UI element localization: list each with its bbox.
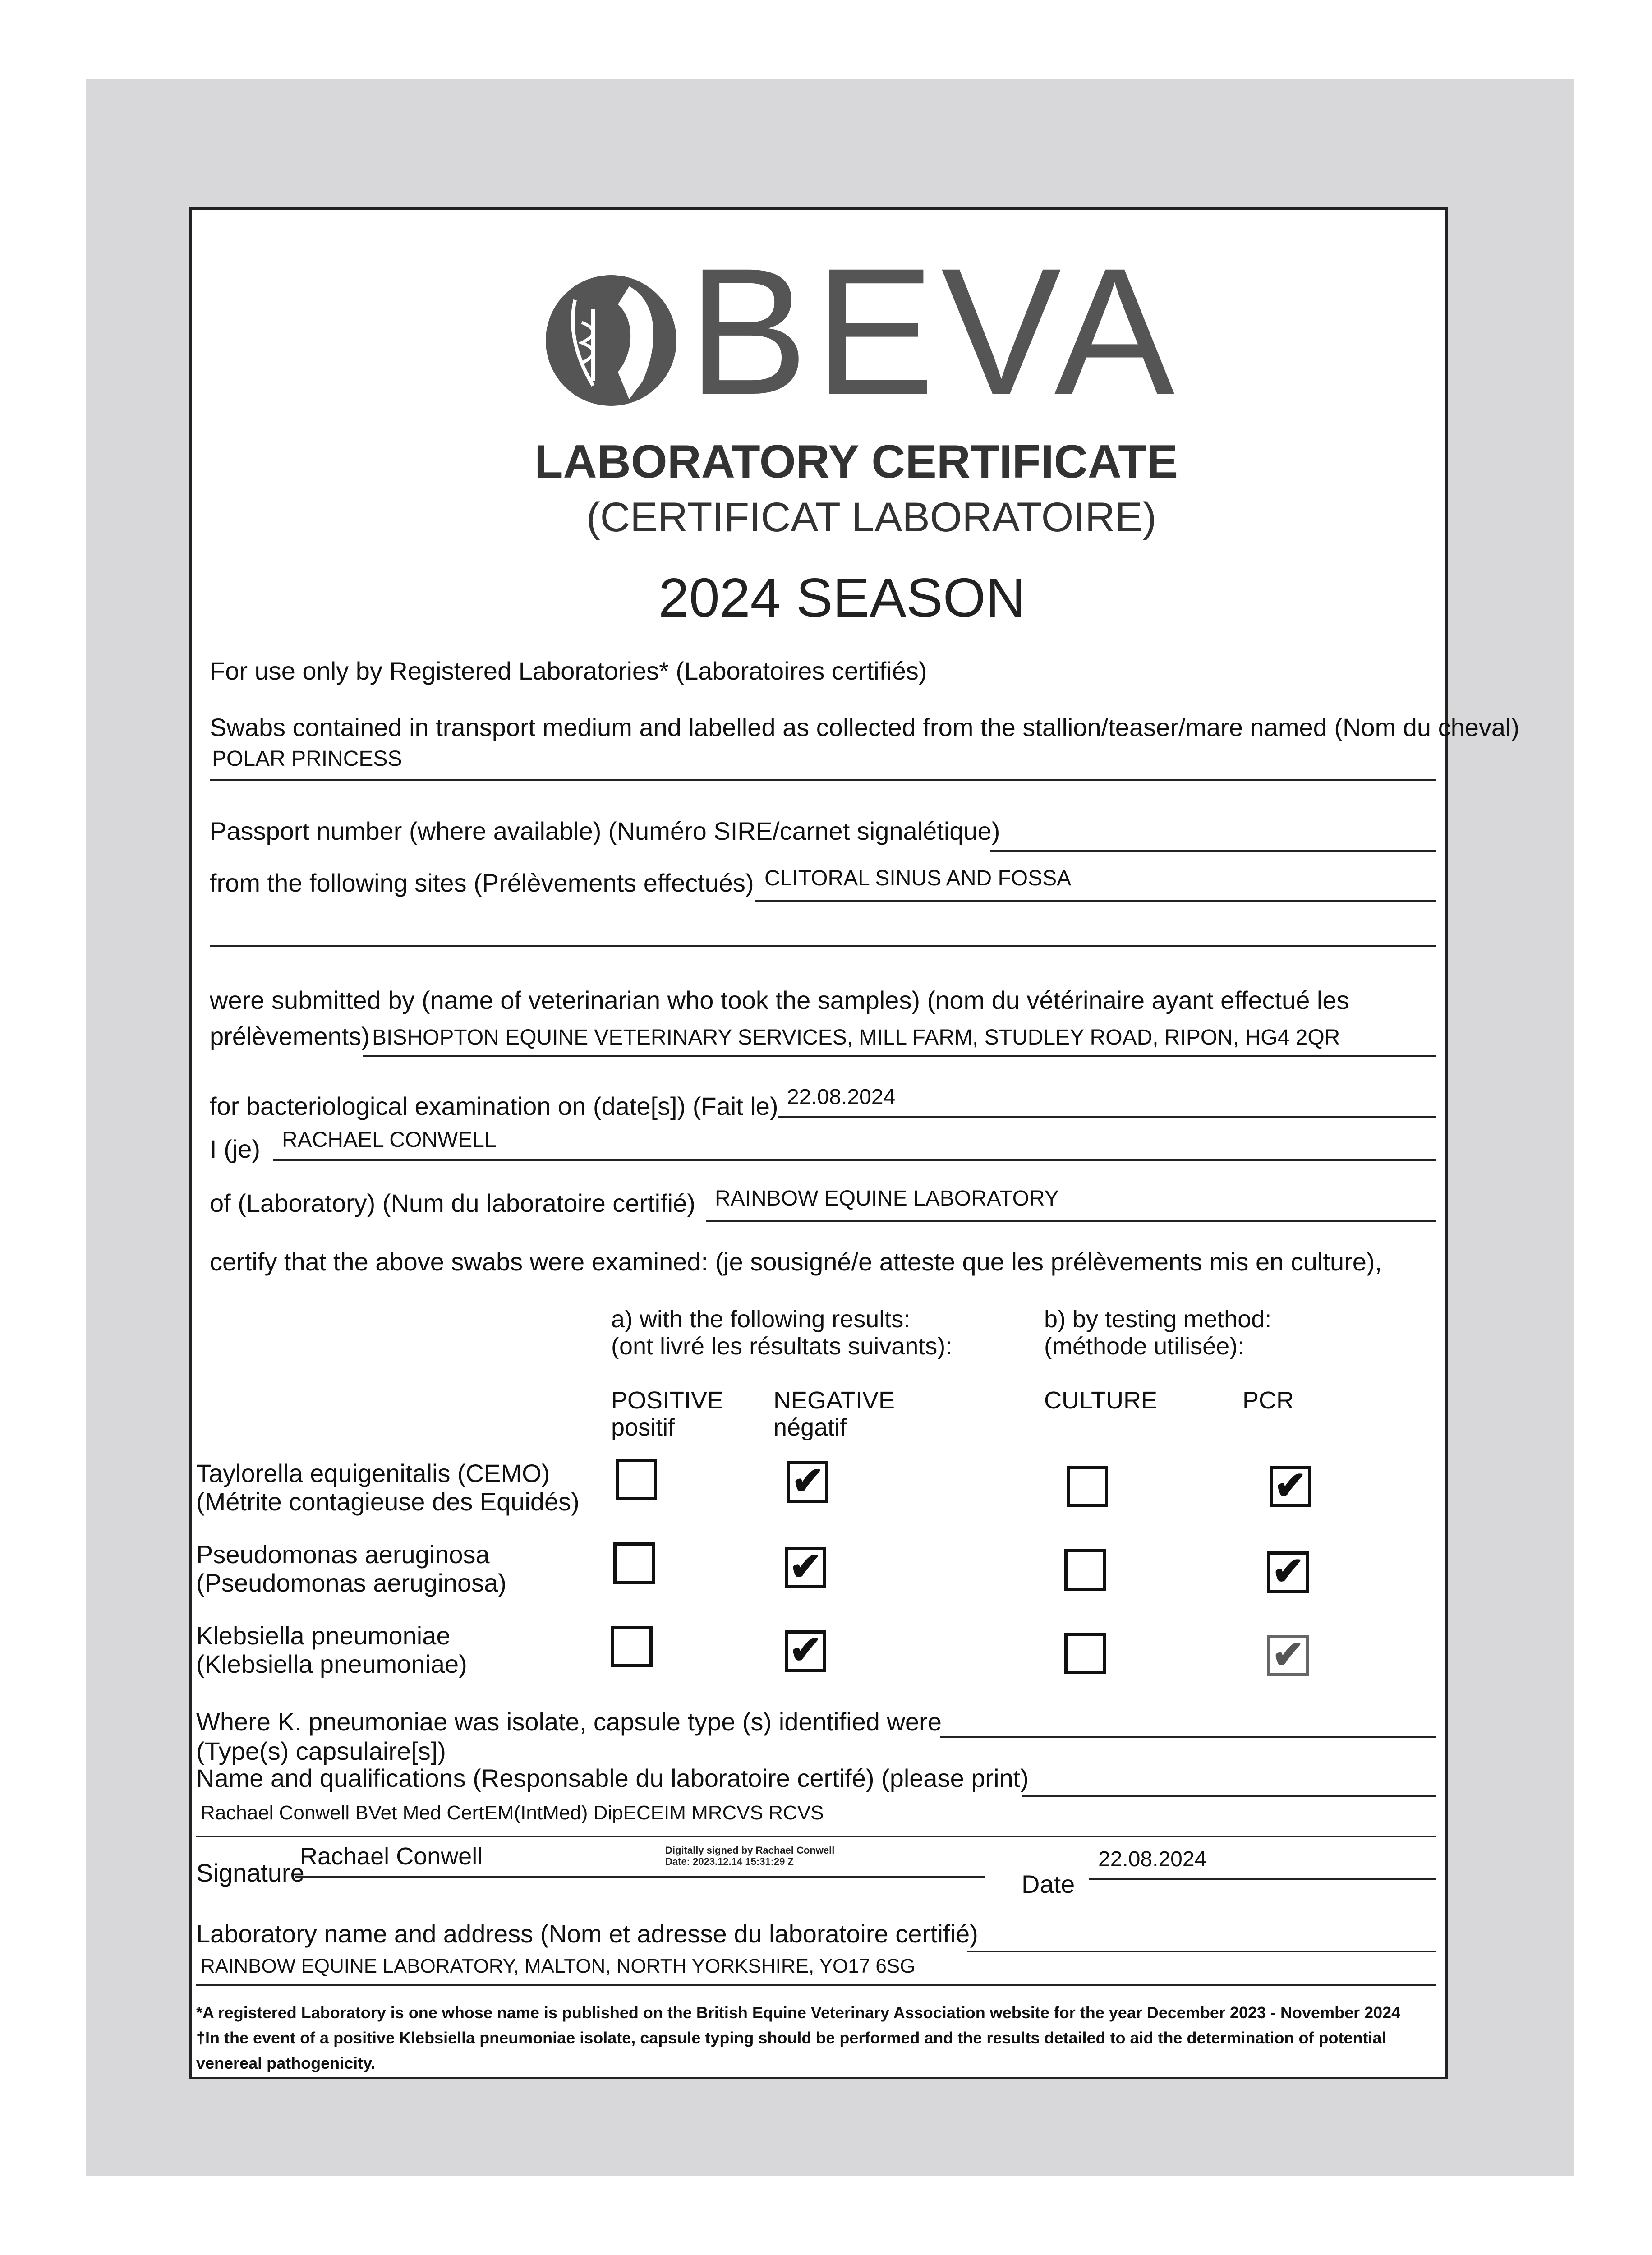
signature-value: Rachael Conwell <box>300 1843 483 1870</box>
sites-extra-line <box>210 945 1436 947</box>
i-line <box>273 1159 1436 1161</box>
digital-signature-line-1: Digitally signed by Rachael Conwell <box>665 1845 835 1856</box>
logo-wordmark: BEVA <box>688 230 1181 432</box>
season-label: 2024 SEASON <box>658 567 1026 628</box>
capsule-label-fr: (Type(s) capsulaire[s]) <box>196 1737 446 1765</box>
method-header-line-2: (méthode utilisée): <box>1044 1333 1245 1360</box>
row-taylorella-name: Taylorella equigenitalis (CEMO) <box>196 1459 550 1487</box>
row-pseudomonas-negative-checkbox[interactable]: ✔ <box>785 1547 826 1588</box>
sites-line <box>755 900 1436 902</box>
certificate-form <box>189 207 1520 2079</box>
i-value: RACHAEL CONWELL <box>282 1128 497 1152</box>
signature-label: Signature <box>196 1859 304 1887</box>
row-taylorella-label <box>196 1459 580 1516</box>
row-pseudomonas-culture-checkbox[interactable] <box>1064 1549 1106 1591</box>
row-taylorella-positive-checkbox[interactable] <box>616 1459 657 1500</box>
sites-value: CLITORAL SINUS AND FOSSA <box>764 866 1072 890</box>
row-klebsiella-pcr-checkbox[interactable]: ✔ <box>1267 1635 1309 1676</box>
column-culture: CULTURE <box>1044 1387 1158 1414</box>
certify-label: certify that the above swabs were examined: (je sousigné/e atteste que les prélèvements mis en culture), <box>210 1247 1382 1276</box>
row-taylorella-culture-checkbox[interactable] <box>1067 1466 1108 1507</box>
lab-label: of (Laboratory) (Num du laboratoire certifié) <box>210 1189 695 1217</box>
row-klebsiella-label <box>196 1621 467 1679</box>
results-header-line-1: a) with the following results: <box>611 1306 911 1333</box>
date-label: Date <box>1022 1870 1075 1898</box>
passport-line <box>990 850 1436 852</box>
results-header-line-2: (ont livré les résultats suivants): <box>611 1333 953 1360</box>
lab-value: RAINBOW EQUINE LABORATORY <box>715 1187 1059 1210</box>
lab-address-value: RAINBOW EQUINE LABORATORY, MALTON, NORTH YORKSHIRE, YO17 6SG <box>201 1955 916 1977</box>
exam-date-value: 22.08.2024 <box>787 1085 896 1109</box>
horse-name-line <box>210 779 1436 781</box>
column-negative-fr: négatif <box>773 1414 847 1441</box>
row-pseudomonas-positive-checkbox[interactable] <box>613 1542 655 1584</box>
intro-text: For use only by Registered Laboratories* (Laboratoires certifiés) <box>210 657 927 685</box>
exam-date-label: for bacteriological examination on (date[s]) (Fait le) <box>210 1092 778 1120</box>
column-pcr: PCR <box>1242 1387 1294 1414</box>
submitted-label-cont: prélèvements) <box>210 1022 370 1050</box>
swabs-label: Swabs contained in transport medium and labelled as collected from the stallion/teaser/mare named (Nom du cheval) <box>210 713 1520 741</box>
sites-label: from the following sites (Prélèvements effectués) <box>210 869 754 897</box>
certificate-title: LABORATORY CERTIFICATE <box>534 436 1178 488</box>
row-pseudomonas-pcr-checkbox[interactable]: ✔ <box>1267 1551 1309 1593</box>
lab-line <box>706 1220 1436 1222</box>
row-klebsiella-name: Klebsiella pneumoniae <box>196 1621 451 1650</box>
horse-caduceus-icon <box>539 268 683 413</box>
row-taylorella-pcr-checkbox[interactable]: ✔ <box>1270 1466 1311 1507</box>
row-pseudomonas-name-fr: (Pseudomonas aeruginosa) <box>196 1569 506 1597</box>
submitted-line <box>363 1055 1436 1057</box>
date-value: 22.08.2024 <box>1098 1847 1207 1871</box>
column-positive <box>611 1387 723 1441</box>
method-header-line-1: b) by testing method: <box>1044 1306 1272 1333</box>
results-header <box>611 1306 952 1360</box>
method-header <box>1044 1306 1271 1360</box>
column-negative-en: NEGATIVE <box>773 1387 895 1414</box>
passport-label: Passport number (where available) (Numéro SIRE/carnet signalétique) <box>210 817 1000 845</box>
lab-address-label-line <box>967 1951 1436 1952</box>
submitted-label: were submitted by (name of veterinarian who took the samples) (nom du vétérinaire ayant effectué les <box>210 986 1349 1014</box>
lab-address-line <box>196 1984 1436 1986</box>
horse-name-value: POLAR PRINCESS <box>212 747 402 771</box>
row-klebsiella-negative-checkbox[interactable]: ✔ <box>785 1630 826 1672</box>
submitted-value: BISHOPTON EQUINE VETERINARY SERVICES, MILL FARM, STUDLEY ROAD, RIPON, HG4 2QR <box>372 1026 1340 1049</box>
lab-address-label: Laboratory name and address (Nom et adresse du laboratoire certifié) <box>196 1919 978 1948</box>
digital-signature-line-2: Date: 2023.12.14 15:31:29 Z <box>665 1856 794 1868</box>
digital-signature-stamp <box>665 1845 834 1868</box>
row-pseudomonas-name: Pseudomonas aeruginosa <box>196 1540 490 1569</box>
capsule-line <box>940 1736 1436 1738</box>
qualifications-line <box>196 1836 1436 1837</box>
row-klebsiella-positive-checkbox[interactable] <box>611 1626 653 1667</box>
qualifications-value: Rachael Conwell BVet Med CertEM(IntMed) DipECEIM MRCVS RCVS <box>201 1802 824 1824</box>
certificate-subtitle: (CERTIFICAT LABORATOIRE) <box>586 494 1157 540</box>
capsule-label: Where K. pneumoniae was isolate, capsule type (s) identified were <box>196 1707 942 1736</box>
column-positive-en: POSITIVE <box>611 1387 724 1414</box>
row-klebsiella-name-fr: (Klebsiella pneumoniae) <box>196 1650 467 1679</box>
qualifications-label: Name and qualifications (Responsable du laboratoire certifé) (please print) <box>196 1764 1029 1792</box>
exam-date-line <box>778 1116 1436 1118</box>
column-negative <box>773 1387 895 1441</box>
beva-logo <box>539 230 1181 432</box>
i-label: I (je) <box>210 1135 260 1163</box>
row-taylorella-name-fr: (Métrite contagieuse des Equidés) <box>196 1487 580 1516</box>
footnote: *A registered Laboratory is one whose name is published on the British Equine Veterinary Association website for the year December 2023 - November 2024 †In the event of a positive Klebsiella pneumoniae isolate, capsule typing should be performed and the results detailed to aid the determination of potential venereal pathogenicity. <box>196 2003 1401 2072</box>
qualifications-label-line <box>1022 1795 1436 1797</box>
signature-line <box>295 1876 985 1878</box>
row-klebsiella-culture-checkbox[interactable] <box>1064 1633 1106 1674</box>
column-positive-fr: positif <box>611 1414 675 1441</box>
date-line <box>1089 1878 1436 1880</box>
row-pseudomonas-label <box>196 1540 506 1597</box>
row-taylorella-negative-checkbox[interactable]: ✔ <box>787 1461 828 1503</box>
